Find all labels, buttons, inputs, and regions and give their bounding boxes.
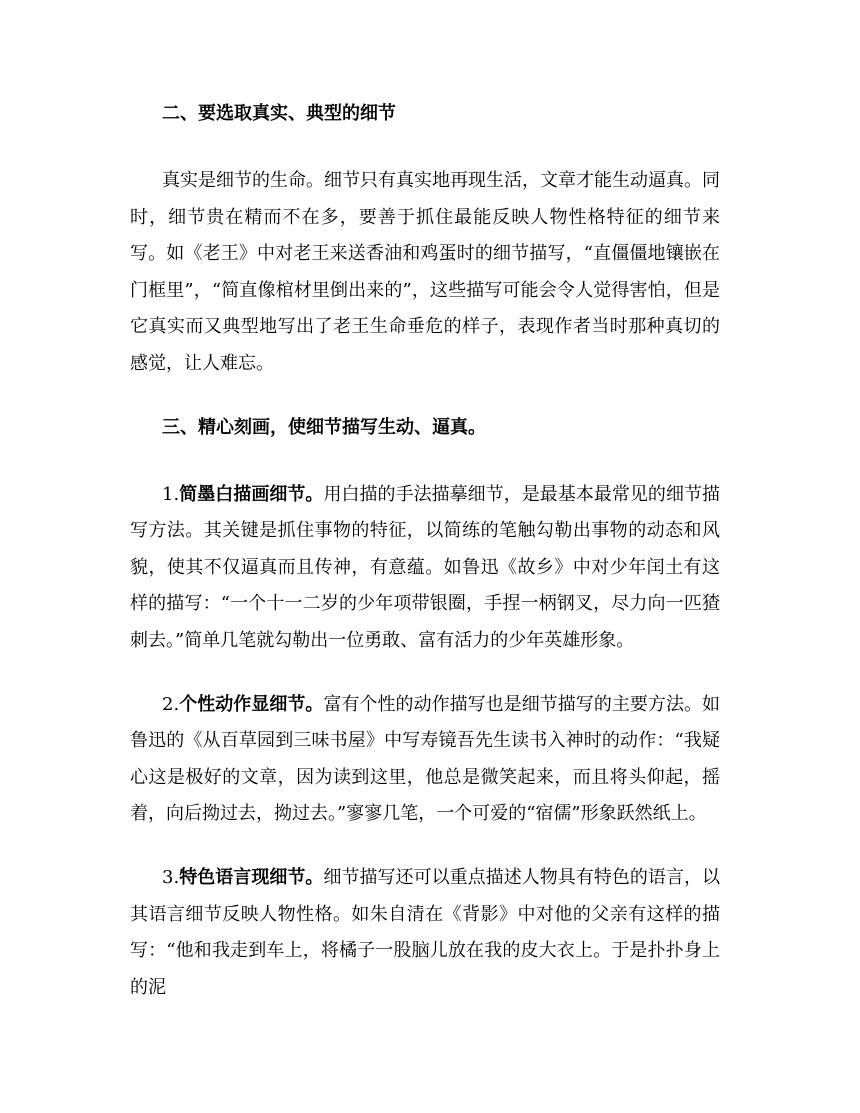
paragraph-lead: 简墨白描画细节。 [179,483,324,505]
list-number: 2. [162,693,180,715]
list-number: 1. [162,483,180,505]
paragraph-authentic-detail: 真实是细节的生命。细节只有真实地再现生活，文章才能生动逼真。同时，细节贵在精而不在多，要善于抓住最能反映人物性格特征的细节来写。如《老王》中对老王来送香油和鸡蛋时的细节描写，“直僵僵地镶嵌在门框里”，“简直像棺材里倒出来的”，这些描写可能会令人觉得害怕，但是它真实而又典型地写出了老王生命垂危的样子，表现作者当时那种真切的感觉，让人难忘。 [130,170,720,374]
list-number: 3. [162,866,180,888]
paragraph-text: 细节描写还可以重点描述人物具有特色的语言，以其语言细节反映人物性格。如朱自清在《背影》中对他的父亲有这样的描写：“他和我走到车上，将橘子一股脑儿放在我的皮大衣上。于是扑扑身上的泥 [130,866,721,998]
section-heading-3: 三、精心刻画，使细节描写生动、逼真。 [162,416,486,438]
paragraph-lead: 个性动作显细节。 [179,693,324,715]
paragraph-line-drawing [130,477,720,660]
paragraph-lead: 特色语言现细节。 [179,866,324,888]
section-heading-2: 二、要选取真实、典型的细节 [162,103,396,124]
paragraph-action-detail [130,687,720,833]
paragraph-text: 富有个性的动作描写也是细节描写的主要方法。如鲁迅的《从百草园到三味书屋》中写寿镜吾先生读书入神时的动作：“我疑心这是极好的文章，因为读到这里，他总是微笑起来，而且将头仰起，摇着，向后拗过去，拗过去。”寥寥几笔，一个可爱的“宿儒”形象跃然纸上。 [130,693,721,825]
paragraph-language-detail [130,860,720,1006]
document-body [130,96,720,1006]
paragraph-text: 用白描的手法描摹细节，是最基本最常见的细节描写方法。其关键是抓住事物的特征，以简练的笔触勾勒出事物的动态和风貌，使其不仅逼真而且传神，有意蕴。如鲁迅《故乡》中对少年闰土有这样的描写：“一个十一二岁的少年项带银圈，手捏一柄钢叉，尽力向一匹猹刺去。”简单几笔就勾勒出一位勇敢、富有活力的少年英雄形象。 [130,483,721,651]
